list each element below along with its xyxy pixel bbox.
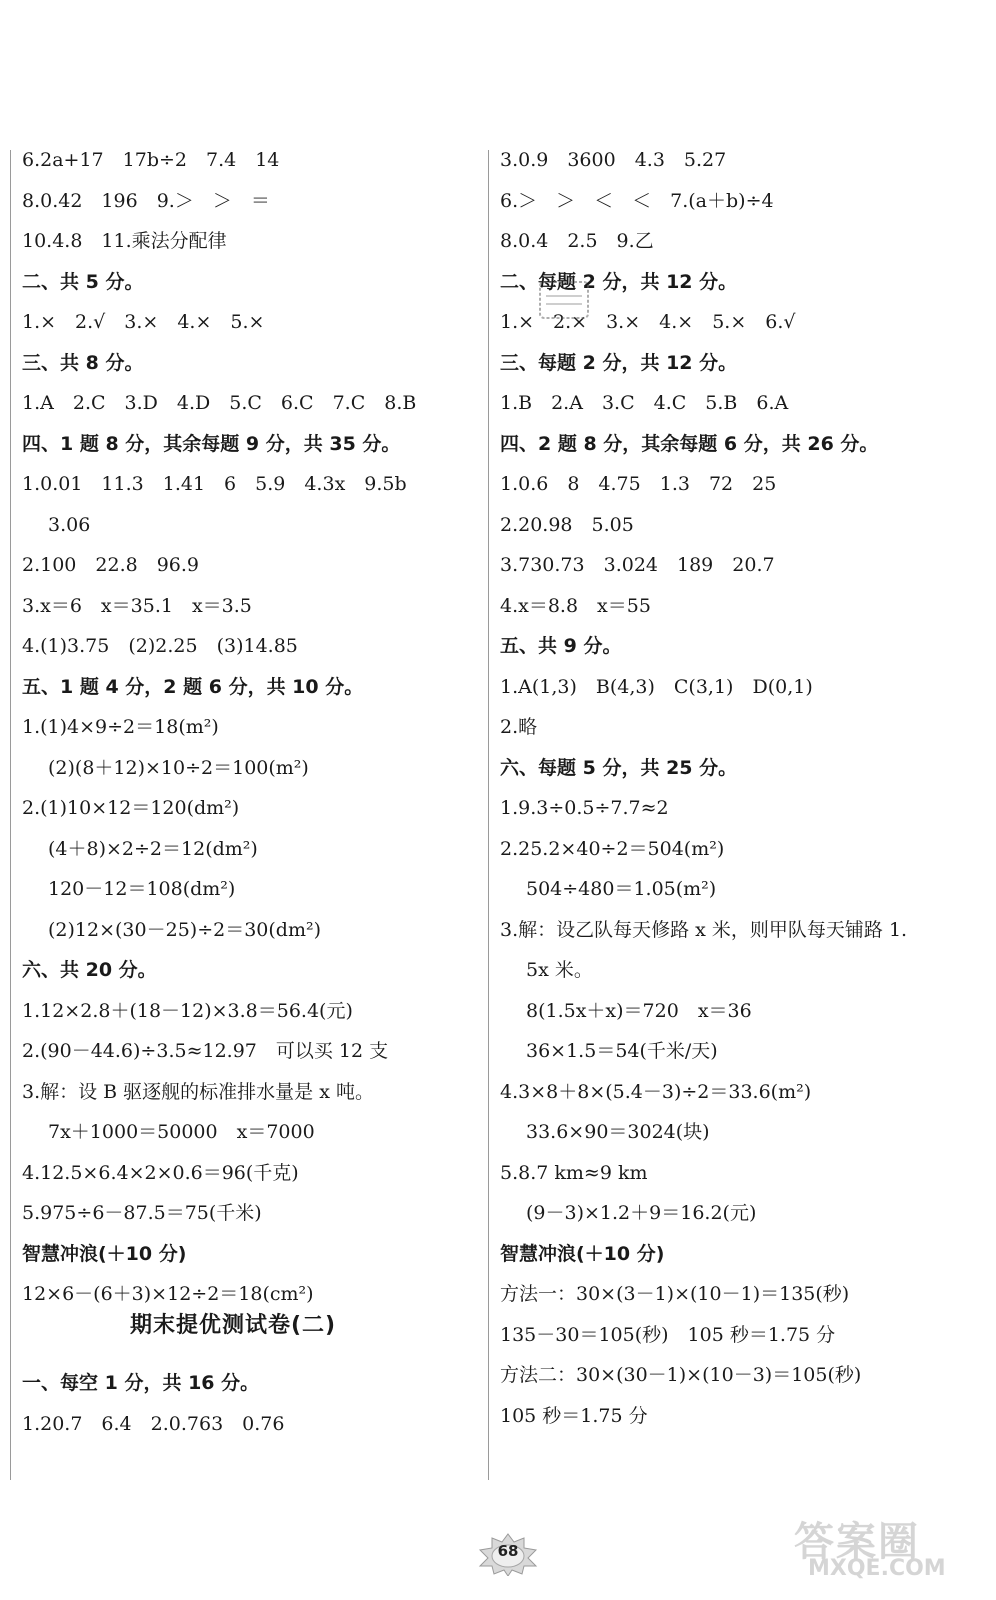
left-margin-rule xyxy=(10,150,11,1480)
section-heading: 四、1 题 8 分，其余每题 9 分，共 35 分。 xyxy=(22,432,401,455)
answer-line: 1.× 2.× 3.× 4.× 5.× 6.√ xyxy=(500,311,796,333)
section-heading: 三、共 8 分。 xyxy=(22,351,144,374)
section-heading: 一、每空 1 分，共 16 分。 xyxy=(22,1372,260,1394)
section-heading: 智慧冲浪(＋10 分) xyxy=(22,1242,187,1265)
answer-line: 1.(1)4×9÷2＝18(m²) xyxy=(22,716,219,738)
stamp-icon xyxy=(536,272,592,328)
answer-line: (9－3)×1.2＋9＝16.2(元) xyxy=(526,1202,757,1224)
section-heading: 五、共 9 分。 xyxy=(500,635,622,657)
answer-line: 120－12＝108(dm²) xyxy=(48,878,236,900)
answer-line: 6.2a+17 17b÷2 7.4 14 xyxy=(22,149,280,171)
section-heading: 智慧冲浪(＋10 分) xyxy=(500,1242,665,1265)
answer-line: 7x＋1000＝50000 x＝7000 xyxy=(48,1121,315,1143)
answer-line: 方法二：30×(30－1)×(10－3)＝105(秒) xyxy=(500,1364,862,1386)
answer-line: 4.12.5×6.4×2×0.6＝96(千克) xyxy=(22,1161,299,1184)
answer-line: 5.8.7 km≈9 km xyxy=(500,1161,648,1184)
watermark-url: MXQE.COM xyxy=(808,1556,946,1581)
answer-line: 3.06 xyxy=(48,513,91,536)
answer-line: 4.3×8＋8×(5.4－3)÷2＝33.6(m²) xyxy=(500,1080,812,1103)
answer-line: 2.25.2×40÷2＝504(m²) xyxy=(500,837,725,860)
answer-line: 1.12×2.8＋(18－12)×3.8＝56.4(元) xyxy=(22,999,353,1022)
answer-line: 36×1.5＝54(千米/天) xyxy=(526,1040,718,1062)
answer-line: (4＋8)×2÷2＝12(dm²) xyxy=(48,837,258,860)
answer-line: 1.A 2.C 3.D 4.D 5.C 6.C 7.C 8.B xyxy=(22,392,417,414)
section-heading: 四、2 题 8 分，其余每题 6 分，共 26 分。 xyxy=(500,432,879,455)
test-paper-title: 期末提优测试卷(二) xyxy=(130,1313,337,1338)
answer-line: 8.0.42 196 9.＞ ＞ ＝ xyxy=(22,189,270,212)
answer-line: 2.(1)10×12＝120(dm²) xyxy=(22,797,240,819)
answer-line: 2.略 xyxy=(500,716,538,738)
answer-line: (2)12×(30－25)÷2＝30(dm²) xyxy=(48,918,321,941)
answer-line: 3.730.73 3.024 189 20.7 xyxy=(500,554,775,576)
answer-line: 5.975÷6－87.5＝75(千米) xyxy=(22,1202,262,1224)
answer-line: 105 秒＝1.75 分 xyxy=(500,1404,648,1427)
answer-line: 1.× 2.√ 3.× 4.× 5.× xyxy=(22,311,265,333)
answer-line: 3.解：设乙队每天修路 x 米，则甲队每天铺路 1. xyxy=(500,918,908,941)
answer-line: 135－30＝105(秒) 105 秒＝1.75 分 xyxy=(500,1323,836,1346)
answer-line: 10.4.8 11.乘法分配律 xyxy=(22,230,227,252)
left-bottom-block xyxy=(22,1363,284,1444)
right-answer-column xyxy=(500,140,980,1436)
answer-line: 2.20.98 5.05 xyxy=(500,513,634,536)
watermark-logo xyxy=(788,1506,978,1586)
answer-line: 5x 米。 xyxy=(526,959,593,981)
answer-line: 3.解：设 B 驱逐舰的标准排水量是 x 吨。 xyxy=(22,1080,374,1103)
answer-line: 1.0.01 11.3 1.41 6 5.9 4.3x 9.5b xyxy=(22,473,407,495)
answer-line: 12×6－(6＋3)×12÷2＝18(cm²) xyxy=(22,1283,314,1305)
section-heading: 二、每题 2 分，共 12 分。 xyxy=(500,270,738,293)
answer-line: 1.A(1,3) B(4,3) C(3,1) D(0,1) xyxy=(500,675,813,698)
left-answer-column xyxy=(22,140,482,1315)
answer-line: 1.9.3÷0.5÷7.7≈2 xyxy=(500,797,669,819)
answer-line: 2.(90－44.6)÷3.5≈12.97 可以买 12 支 xyxy=(22,1040,389,1062)
answer-line: 8.0.4 2.5 9.乙 xyxy=(500,230,654,252)
section-heading: 五、1 题 4 分，2 题 6 分，共 10 分。 xyxy=(22,675,364,698)
watermark-text: 答案圈 xyxy=(794,1519,920,1565)
answer-line: 3.0.9 3600 4.3 5.27 xyxy=(500,149,727,171)
answer-line: 方法一：30×(3－1)×(10－1)＝135(秒) xyxy=(500,1283,850,1305)
section-heading: 六、共 20 分。 xyxy=(22,959,157,981)
answer-line: 2.100 22.8 96.9 xyxy=(22,554,200,576)
section-heading: 二、共 5 分。 xyxy=(22,270,144,293)
answer-line: 1.0.6 8 4.75 1.3 72 25 xyxy=(500,473,777,495)
answer-line: 1.20.7 6.4 2.0.763 0.76 xyxy=(22,1412,285,1435)
answer-line: 504÷480＝1.05(m²) xyxy=(526,878,717,900)
answer-line: 33.6×90＝3024(块) xyxy=(526,1121,710,1143)
page-number: 68 xyxy=(497,1542,519,1560)
answer-line: 8(1.5x＋x)＝720 x＝36 xyxy=(526,999,752,1022)
column-divider xyxy=(488,150,489,1480)
answer-line: 1.B 2.A 3.C 4.C 5.B 6.A xyxy=(500,392,789,414)
answer-line: 6.＞ ＞ ＜ ＜ 7.(a＋b)÷4 xyxy=(500,189,774,212)
section-heading: 六、每题 5 分，共 25 分。 xyxy=(500,756,738,779)
answer-line: 4.(1)3.75 (2)2.25 (3)14.85 xyxy=(22,635,298,657)
answer-line: 4.x＝8.8 x＝55 xyxy=(500,594,651,617)
section-heading: 三、每题 2 分，共 12 分。 xyxy=(500,351,738,374)
answer-line: (2)(8＋12)×10÷2＝100(m²) xyxy=(48,756,309,779)
answer-line: 3.x＝6 x＝35.1 x＝3.5 xyxy=(22,594,252,617)
page-number-badge xyxy=(476,1532,540,1576)
